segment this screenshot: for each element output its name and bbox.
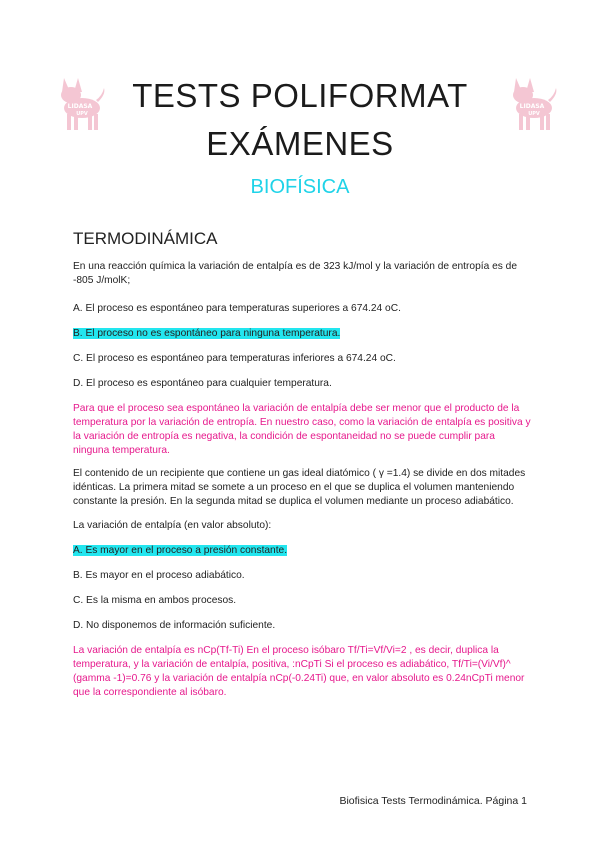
- question-1-stem: En una reacción química la variación de entalpía es de 323 kJ/mol y la variación de entropía es de -805 J/molK;: [73, 261, 517, 286]
- section-title: TERMODINÁMICA: [73, 229, 218, 248]
- logo-text-bottom: UPV: [76, 111, 88, 117]
- question-1-option-a: A. El proceso es espontáneo para temperaturas superiores a 674.24 oC.: [73, 303, 401, 314]
- question-2-stem: El contenido de un recipiente que contiene un gas ideal diatómico ( γ =1.4) se divide en dos mitades idénticas. La primera mitad se somete a un proceso en el que se duplica el volumen manteniendo constante la presión. En la segunda mitad se duplica el volumen mediante un proceso adiabático.: [73, 468, 526, 507]
- question-1-option-d: D. El proceso es espontáneo para cualquier temperatura.: [73, 378, 332, 389]
- question-2-option-b: B. Es mayor en el proceso adiabático.: [73, 570, 245, 581]
- logo-text-bottom: UPV: [528, 111, 540, 117]
- logo-text-top: LIDASA: [67, 103, 93, 110]
- question-2-question: La variación de entalpía (en valor absoluto):: [73, 520, 272, 531]
- document-body: [73, 229, 533, 709]
- title-line-2: EXÁMENES: [206, 125, 394, 162]
- question-1-option-b-correct: B. El proceso no es espontáneo para ninguna temperatura.: [73, 328, 341, 339]
- question-1-option-c: C. El proceso es espontáneo para temperaturas inferiores a 674.24 oC.: [73, 353, 396, 364]
- page-footer: Biofisica Tests Termodinámica. Página 1: [339, 795, 527, 807]
- question-2-option-a-correct: A. Es mayor en el proceso a presión constante.: [73, 545, 288, 556]
- subject-title: BIOFÍSICA: [250, 176, 350, 198]
- title-line-1: TESTS POLIFORMAT: [132, 77, 468, 114]
- logo-text-top: LIDASA: [519, 103, 545, 110]
- question-2-option-c: C. Es la misma en ambos procesos.: [73, 595, 237, 606]
- question-2-option-d: D. No disponemos de información suficiente.: [73, 620, 276, 631]
- question-1-explanation: Para que el proceso sea espontáneo la variación de entalpía debe ser menor que el producto de la temperatura por la variación de entropía. En nuestro caso, como la variación de entalpía es positiva y la variación de entropía es negativa, la condición de espontaneidad no se puede cumplir para ninguna temperatura.: [73, 403, 531, 456]
- question-2-explanation: La variación de entalpía es nCp(Tf-Ti) En el proceso isóbaro Tf/Ti=Vf/Vi=2 , es decir, duplica la temperatura, y la variación de entalpía, positiva, :nCpTi Si el proceso es adiabático, Tf/Ti=(Vi/Vf)^ (gamma -1)=0.76 y la variación de entalpía nCp(-0.24Ti) que, en valor absoluto es 0.24nCpTi menor que la correspondiente al isóbaro.: [73, 645, 525, 698]
